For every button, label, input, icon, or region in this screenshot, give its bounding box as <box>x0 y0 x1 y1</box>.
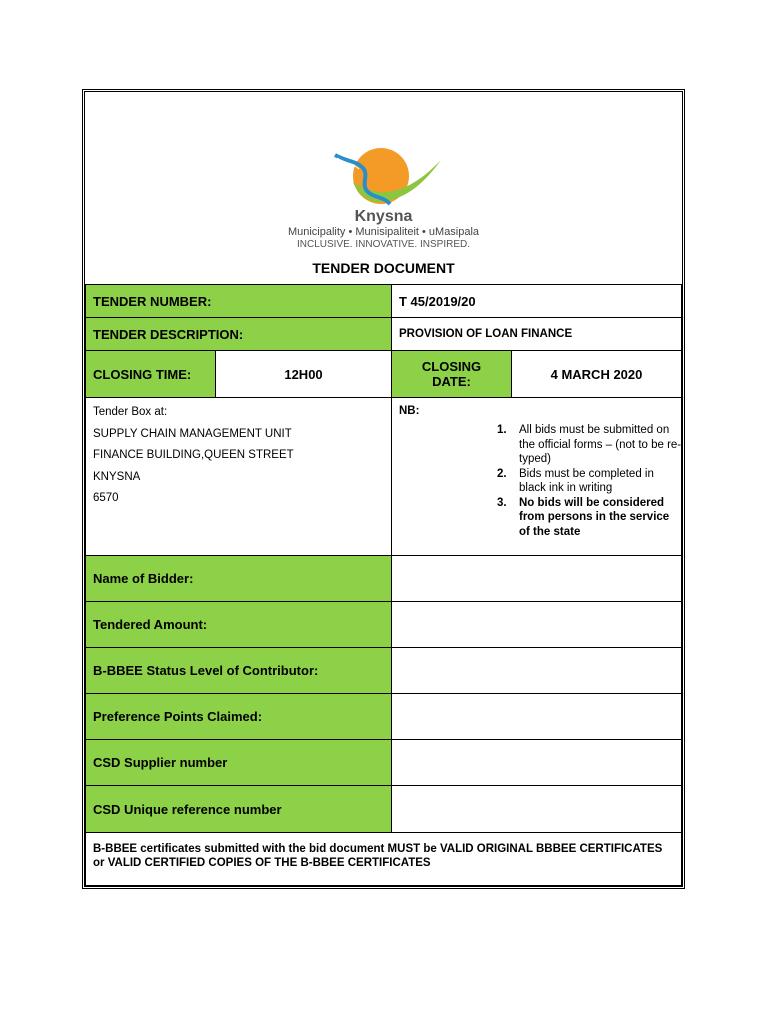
bbbee-status-label: B-BBEE Status Level of Contributor: <box>85 647 392 694</box>
tender-box-line: KNYSNA <box>93 470 141 483</box>
nb-item-number: 2. <box>497 467 507 480</box>
nb-item <box>497 423 683 467</box>
nb-item <box>497 467 683 496</box>
closing-time-label: CLOSING TIME: <box>85 350 216 398</box>
tender-box-line: 6570 <box>93 492 119 504</box>
nb-box <box>391 397 682 556</box>
csd-supplier-number-label: CSD Supplier number <box>85 739 392 786</box>
nb-list <box>497 423 683 539</box>
nb-item-number: 3. <box>497 496 507 509</box>
logo-motto: INCLUSIVE. INNOVATIVE. INSPIRED. <box>297 239 470 250</box>
tender-box-line: FINANCE BUILDING,QUEEN STREET <box>93 449 294 461</box>
nb-item <box>497 496 683 540</box>
nb-item-text: No bids will be considered from persons in the service of the state <box>519 496 670 538</box>
tender-number-label: TENDER NUMBER: <box>85 284 392 318</box>
knysna-logo <box>85 92 682 252</box>
nb-item-number: 1. <box>497 424 507 436</box>
tender-description-label: TENDER DESCRIPTION: <box>85 317 392 351</box>
name-of-bidder-field[interactable] <box>391 555 682 602</box>
bbbee-status-field[interactable] <box>391 647 682 694</box>
nb-title: NB: <box>399 405 420 417</box>
tender-box-line: SUPPLY CHAIN MANAGEMENT UNIT <box>93 427 292 440</box>
document-title: TENDER DOCUMENT <box>312 260 455 276</box>
tender-number-value: T 45/2019/20 <box>391 284 682 318</box>
preference-points-field[interactable] <box>391 693 682 740</box>
tender-description-value: PROVISION OF LOAN FINANCE <box>391 317 682 351</box>
logo-name: Knysna <box>354 208 413 225</box>
csd-unique-reference-label: CSD Unique reference number <box>85 785 392 833</box>
csd-supplier-number-field[interactable] <box>391 739 682 786</box>
tendered-amount-field[interactable] <box>391 601 682 648</box>
nb-item-text: Bids must be completed in black ink in writing <box>519 467 654 494</box>
logo-tagline: Municipality • Munisipaliteit • uMasipala <box>287 226 480 238</box>
tender-box-address <box>85 397 392 556</box>
csd-unique-reference-field[interactable] <box>391 785 682 833</box>
tendered-amount-label: Tendered Amount: <box>85 601 392 648</box>
tender-box-line: Tender Box at: <box>93 406 168 418</box>
closing-date-label: CLOSING DATE: <box>391 350 512 398</box>
tender-document-frame <box>82 89 685 889</box>
closing-time-value: 12H00 <box>215 350 392 398</box>
nb-item-text: All bids must be submitted on the official forms – (not to be re-typed) <box>519 424 682 465</box>
preference-points-label: Preference Points Claimed: <box>85 693 392 740</box>
name-of-bidder-label: Name of Bidder: <box>85 555 392 602</box>
closing-date-value: 4 MARCH 2020 <box>511 350 682 398</box>
bbbee-certificate-note: B-BBEE certificates submitted with the bid document MUST be VALID ORIGINAL BBBEE CERTIFICATES or VALID CERTIFIED COPIES OF THE B-BBEE CERTIFICATES <box>85 832 682 886</box>
